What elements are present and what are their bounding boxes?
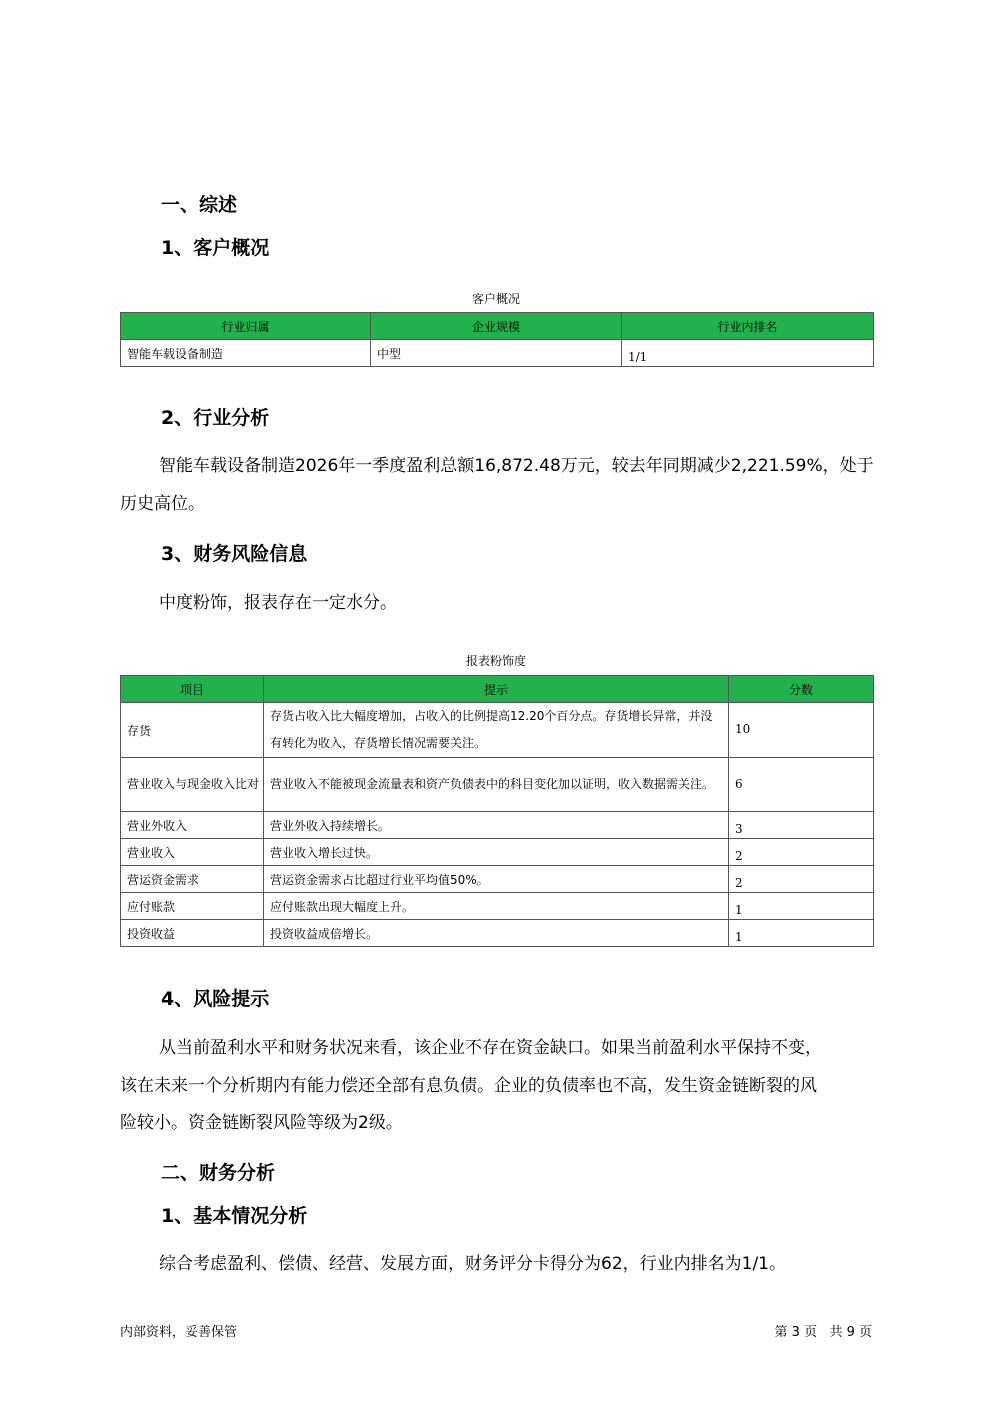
cell-hint: 应付账款出现大幅度上升。: [264, 893, 729, 920]
footer-confidential: 内部资料，妥善保管: [120, 1325, 238, 1340]
basic-analysis-text: 综合考虑盈利、偿债、经营、发展方面，财务评分卡得分为62，行业内排名为1/1。: [159, 1254, 786, 1274]
subheading-risk-notice: 4、风险提示: [161, 988, 270, 1010]
cell-hint: 存货占收入比大幅度增加，占收入的比例提高12.20个百分点。存货增长异常，并没有转化为收入，存货增长情况需要关注。: [264, 703, 729, 758]
subheading-financial-risk: 3、财务风险信息: [161, 543, 308, 565]
cell-hint: 营业收入不能被现金流量表和资产负债表中的科目变化加以证明，收入数据需关注。: [264, 758, 729, 812]
header-item: 项目: [121, 676, 264, 703]
cell-score: 3: [729, 812, 874, 839]
header-score: 分数: [729, 676, 874, 703]
subheading-basic-analysis: 1、基本情况分析: [161, 1205, 308, 1227]
cell-scale: 中型: [371, 340, 622, 367]
cell-item: 应付账款: [121, 893, 264, 920]
customer-overview-table: [120, 312, 874, 367]
table-row: [121, 920, 874, 947]
cell-item: 营业收入: [121, 839, 264, 866]
header-rank: 行业内排名: [622, 313, 874, 340]
table-row: [121, 812, 874, 839]
financial-risk-summary: 中度粉饰，报表存在一定水分。: [159, 593, 397, 613]
industry-analysis-line-2: 历史高位。: [120, 494, 205, 514]
cell-score: 6: [729, 758, 874, 812]
table-row: [121, 758, 874, 812]
cell-score: 2: [729, 866, 874, 893]
cell-score: 1: [729, 920, 874, 947]
risk-notice-line-1: 从当前盈利水平和财务状况来看，该企业不存在资金缺口。如果当前盈利水平保持不变，: [159, 1038, 822, 1058]
risk-notice-line-2: 该在未来一个分析期内有能力偿还全部有息负债。企业的负债率也不高，发生资金链断裂的风: [120, 1076, 817, 1096]
cell-score: 2: [729, 839, 874, 866]
header-scale: 企业规模: [371, 313, 622, 340]
section-heading-financial-analysis: 二、财务分析: [161, 1162, 276, 1184]
risk-notice-line-3: 险较小。资金链断裂风险等级为2级。: [120, 1113, 403, 1133]
section-heading-overview: 一、综述: [161, 194, 238, 216]
cell-item: 投资收益: [121, 920, 264, 947]
table-row: [121, 866, 874, 893]
whitewash-table: [120, 675, 874, 947]
footer-page-number: 第 3 页 共 9 页: [774, 1325, 872, 1340]
cell-industry: 智能车载设备制造: [121, 340, 371, 367]
subheading-customer-overview: 1、客户概况: [161, 237, 270, 259]
header-industry: 行业归属: [121, 313, 371, 340]
cell-score: 10: [729, 703, 874, 758]
cell-item: 营业收入与现金收入比对: [121, 758, 264, 812]
table-header-row: [121, 313, 874, 340]
whitewash-table-caption: 报表粉饰度: [465, 654, 526, 668]
table-header-row: [121, 676, 874, 703]
cell-hint: 投资收益成倍增长。: [264, 920, 729, 947]
cell-item: 营业外收入: [121, 812, 264, 839]
table-row: [121, 703, 874, 758]
header-hint: 提示: [264, 676, 729, 703]
table-row: [121, 893, 874, 920]
cell-hint: 营业外收入持续增长。: [264, 812, 729, 839]
cell-item: 存货: [121, 703, 264, 758]
table-row: [121, 340, 874, 367]
subheading-industry-analysis: 2、行业分析: [161, 407, 270, 429]
customer-table-caption: 客户概况: [471, 292, 520, 306]
cell-hint: 营业收入增长过快。: [264, 839, 729, 866]
industry-analysis-line-1: 智能车载设备制造2026年一季度盈利总额16,872.48万元，较去年同期减少2,221.59%，处于: [159, 456, 874, 476]
cell-rank: 1/1: [622, 340, 874, 367]
table-row: [121, 839, 874, 866]
cell-item: 营运资金需求: [121, 866, 264, 893]
cell-hint: 营运资金需求占比超过行业平均值50%。: [264, 866, 729, 893]
cell-score: 1: [729, 893, 874, 920]
